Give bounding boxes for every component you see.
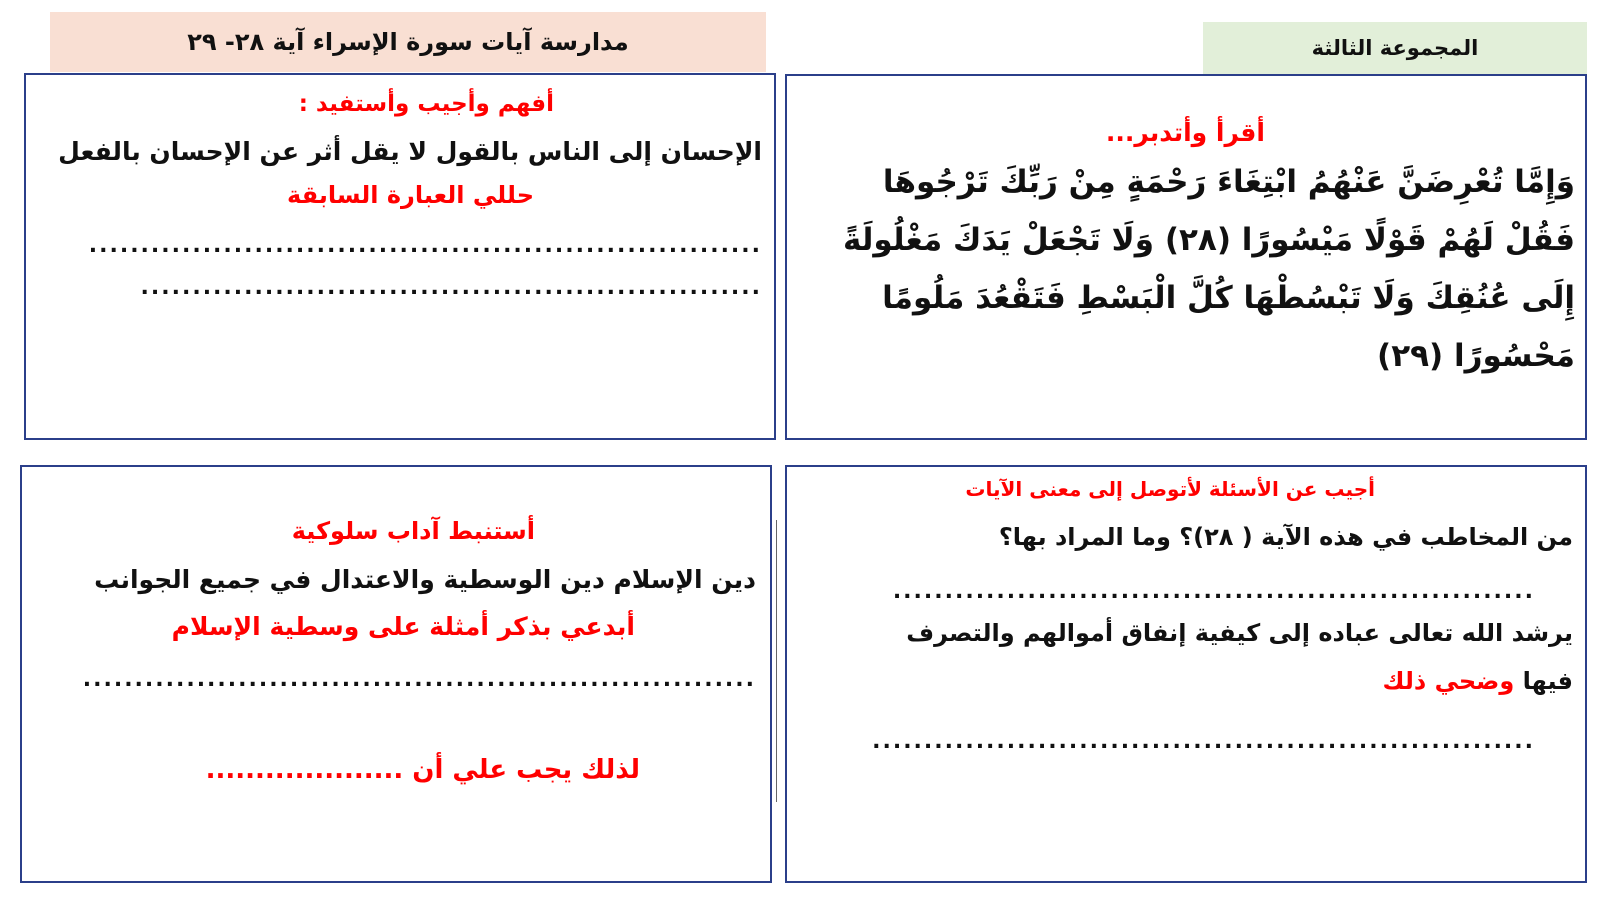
conduct-statement: دين الإسلام دين الوسطية والاعتدال في جميع الجوانب bbox=[94, 565, 756, 594]
read-reflect-heading: أقرأ وأتدبر... bbox=[1105, 118, 1265, 147]
conclusion-line bbox=[206, 755, 640, 785]
understand-task: حللي العبارة السابقة bbox=[287, 181, 534, 209]
understand-box bbox=[24, 73, 776, 440]
conduct-task: أبدعي بذكر أمثلة على وسطية الإسلام bbox=[171, 612, 635, 641]
question-2-prefix: فيها bbox=[1522, 667, 1573, 695]
understand-heading: أفهم وأجيب وأستفيد : bbox=[298, 91, 554, 117]
column-divider bbox=[776, 520, 777, 802]
question-2-line-2 bbox=[1383, 667, 1573, 695]
worksheet-title: مدارسة آيات سورة الإسراء آية ٢٨- ٢٩ bbox=[50, 12, 766, 72]
questions-box bbox=[785, 465, 1587, 883]
verse-line-2: فَقُلْ لَهُمْ قَوْلًا مَيْسُورًا (٢٨) وَلَا تَجْعَلْ يَدَكَ مَغْلُولَةً bbox=[842, 222, 1575, 258]
read-reflect-box bbox=[785, 74, 1587, 440]
question-2-task: وضحي ذلك bbox=[1382, 667, 1515, 695]
verse-line-4: مَحْسُورًا (٢٩) bbox=[1377, 338, 1575, 374]
verse-line-1: وَإِمَّا تُعْرِضَنَّ عَنْهُمُ ابْتِغَاءَ رَحْمَةٍ مِنْ رَبِّكَ تَرْجُوهَا bbox=[882, 164, 1575, 200]
verse-line-3: إِلَى عُنُقِكَ وَلَا تَبْسُطْهَا كُلَّ الْبَسْطِ فَتَقْعُدَ مَلُومًا bbox=[882, 280, 1575, 316]
question-1-answer-dots[interactable]: .............................................................. bbox=[892, 579, 1535, 604]
answer-dots-2[interactable]: ............................................................ bbox=[140, 275, 762, 300]
conclusion-dots[interactable]: .................... bbox=[205, 755, 404, 785]
conduct-answer-dots[interactable]: ................................................................. bbox=[82, 667, 756, 692]
question-1: من المخاطب في هذه الآية ( ٢٨)؟ وما المراد بها؟ bbox=[998, 523, 1573, 551]
conclusion-prefix: لذلك يجب علي أن bbox=[412, 755, 640, 785]
conduct-heading: أستنبط آداب سلوكية bbox=[291, 517, 535, 545]
understand-statement: الإحسان إلى الناس بالقول لا يقل أثر عن الإحسان بالفعل bbox=[58, 137, 762, 166]
question-2-line-1: يرشد الله تعالى عباده إلى كيفية إنفاق أموالهم والتصرف bbox=[906, 619, 1573, 647]
answer-dots-1[interactable]: ................................................................. bbox=[88, 233, 762, 258]
questions-heading: أجيب عن الأسئلة لأتوصل إلى معنى الآيات bbox=[965, 477, 1375, 501]
group-label: المجموعة الثالثة bbox=[1203, 22, 1587, 74]
question-2-answer-dots[interactable]: ................................................................ bbox=[872, 729, 1535, 754]
conduct-box bbox=[20, 465, 772, 883]
